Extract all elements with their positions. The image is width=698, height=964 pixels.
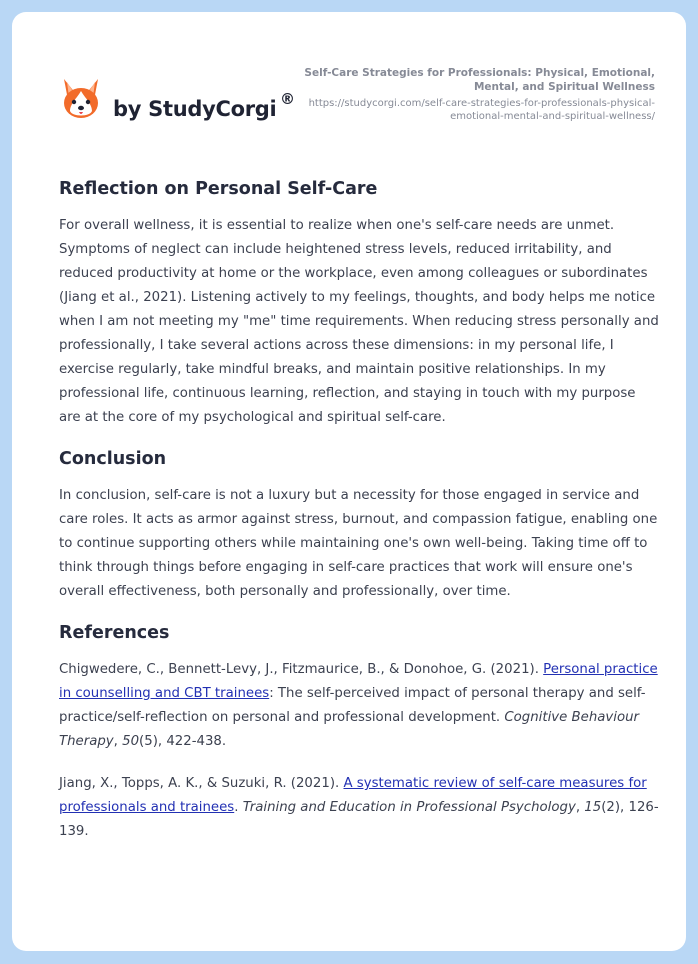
document-meta <box>295 66 655 123</box>
registered-mark: ® <box>280 90 295 108</box>
section-heading: Conclusion <box>59 449 167 469</box>
page-header <box>12 12 686 152</box>
reference-authors: Chigwedere, C., Bennett-Levy, J., Fitzmaurice, B., & Donohoe, G. (2021). <box>59 662 544 677</box>
section-heading: References <box>59 623 170 643</box>
reference-item <box>59 658 659 754</box>
reference-separator: , <box>575 800 585 815</box>
section-references <box>59 622 659 844</box>
section-reflection <box>59 178 659 430</box>
reference-item <box>59 772 659 844</box>
reference-link[interactable]: A systematic review of self-care measures for professionals and trainees <box>59 776 647 815</box>
logo-wordmark: by StudyCorgi <box>113 97 277 121</box>
reference-volume: 50 <box>122 734 140 749</box>
document-content <box>59 178 659 862</box>
reference-journal: Training and Education in Professional Psychology <box>242 800 576 815</box>
reference-volume: 15 <box>584 800 602 815</box>
reference-pages: (2), 126-139. <box>59 800 659 839</box>
reference-rest: . <box>234 800 243 815</box>
section-body: In conclusion, self-care is not a luxury but a necessity for those engaged in service and care roles. It acts as armor against stress, burnout, and compassion fatigue, enabling one to continue supporting others while maintaining one's own well-being. Taking time off to think through things before engaging in self-care practices that work will ensure one's overall effectiveness, both personally and professionally, over time. <box>59 488 658 599</box>
corgi-head-icon <box>60 76 102 122</box>
reference-link[interactable]: Personal practice in counselling and CBT trainees <box>59 662 658 701</box>
reference-pages: (5), 422-438. <box>139 734 227 749</box>
document-page <box>12 12 686 951</box>
reference-separator: , <box>113 734 123 749</box>
document-title: Self-Care Strategies for Professionals: Physical, Emotional, Mental, and Spiritual Wellness <box>304 67 655 93</box>
section-body: For overall wellness, it is essential to realize when one's self-care needs are unmet. Symptoms of neglect can include heightened stress levels, reduced irritability, and reduced productivity at home or the workplace, even among colleagues or subordinates (Jiang et al., 2021). Listening actively to my feelings, thoughts, and body helps me notice when I am not meeting my "me" time requirements. When reducing stress personally and professionally, I take several actions across these dimensions: in my personal life, I exercise regularly, take mindful breaks, and maintain positive relationships. In my professional life, continuous learning, reflection, and staying in touch with my purpose are at the core of my psychological and spiritual self-care. <box>59 218 659 425</box>
document-url[interactable]: https://studycorgi.com/self-care-strategies-for-professionals-physical-emotional-mental-and-spiritual-wellness/ <box>308 98 655 122</box>
section-conclusion <box>59 448 659 604</box>
reference-authors: Jiang, X., Topps, A. K., & Suzuki, R. (2021). <box>59 776 344 791</box>
studycorgi-logo[interactable] <box>60 76 310 126</box>
section-heading: Reflection on Personal Self-Care <box>59 179 378 199</box>
reference-rest: : The self-perceived impact of personal therapy and self-practice/self-reflection on personal and professional development. <box>59 686 646 725</box>
reference-journal: Cognitive Behaviour Therapy <box>59 710 640 749</box>
